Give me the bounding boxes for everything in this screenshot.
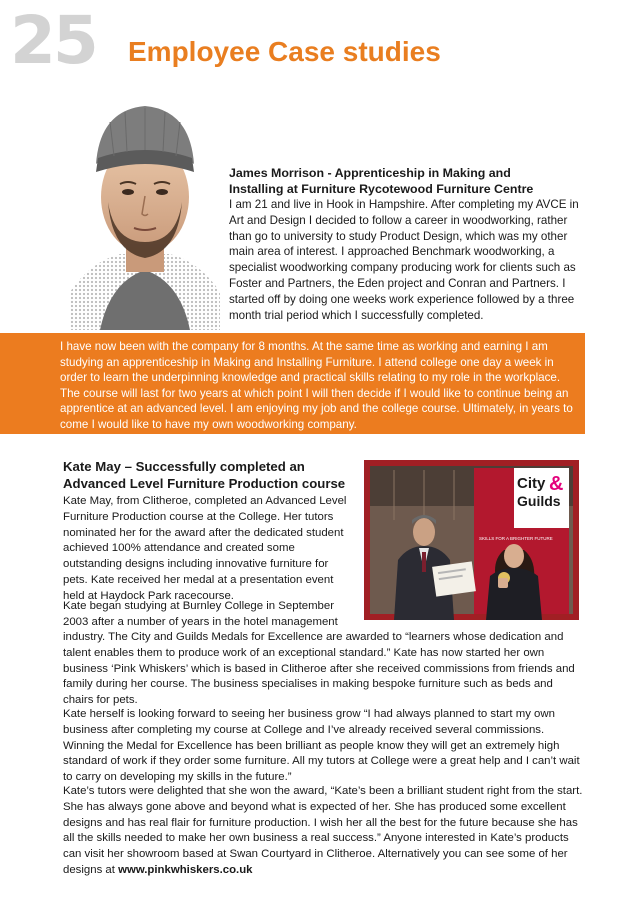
highlight-text: I have now been with the company for 8 months. At the same time as working and earning I am studying an apprenticeship in Making and Installing Furniture. I attend college one day a week in order to learn the underpinning knowledge and practical skills relating to my role in the workplace. The course will last for two years at which point I will then decide if I would like to continue being an apprentice at an advanced level. I am enjoying my job and the college course. Ultimately, in years to come I would like to have my own woodworking company. <box>60 340 573 431</box>
banner-text: SKILLS FOR A BRIGHTER FUTURE <box>479 536 553 541</box>
kate-heading <box>63 458 353 492</box>
kate-paragraph-1: Kate May, from Clitheroe, completed an Advanced Level Furniture Production course at the College. Her tutors nominated her for the award after the dedicated student achieved 100% attendance and created some outstanding designs including innovative furniture for pets. Kate received her medal at a presentation event held at Haydock Park racecourse. <box>63 495 347 602</box>
james-portrait-image <box>70 92 220 330</box>
kate-paragraph-3: Kate herself is looking forward to seeing her business grow “I had always planned to start my own business after completing my course at College and I’ve already received several commissions. Winning the Medal for Excellence has been brilliant as people know they will get an extremely high standard of work if they order some furniture. All my tutors at College were a great help and I can’t wait to carry on developing my skills in the future.” <box>63 708 580 784</box>
kate-heading-line1: Kate May – Successfully completed an <box>63 459 305 474</box>
james-heading-line1: James Morrison - Apprenticeship in Making and <box>229 166 511 180</box>
kate-paragraph-4-text: Kate’s tutors were delighted that she won the award, “Kate’s been a brilliant student right from the start. She has always gone above and beyond what is expected of her. She has produced some excellent designs and has real flair for furniture production. I wish her all the best for the future because she has all the skills needed to make her own business a real success.” Anyone interested in Kate’s products can visit her showroom based at Swan Courtyard in Clitheroe. Alternatively you can see some of her designs at <box>63 785 583 876</box>
kate-heading-line2: Advanced Level Furniture Production course <box>63 476 346 491</box>
page-title: Employee Case studies <box>128 36 441 67</box>
james-body-text: I am 21 and live in Hook in Hampshire. After completing my AVCE in Art and Design I decided to follow a career in woodworking, rather than go to university to study Product Design, which was my other main area of interest. I approached Benchmark woodworking, a specialist woodworking company producing work for clients such as Foster and Partners, the Eden project and Conran and Partners. I started off by doing one weeks work experience followed by a three month trial period which I successfully completed. <box>229 198 579 322</box>
kate-paragraph-2-end: industry. The City and Guilds Medals for Excellence are awarded to “learners whose dedication and talent enables them to produce work of an exceptional standard.” Kate has now started her own business ‘Pink Whiskers’ which is based in Clitheroe after she received commissions from friends and family during her course. The business specialises in making bespoke furniture such as beds and chairs for pets. <box>63 631 575 707</box>
highlight-panel <box>0 333 585 434</box>
kate-award-photo <box>364 460 579 620</box>
logo-guilds-text: Guilds <box>517 493 561 509</box>
kate-paragraph-4 <box>63 784 583 879</box>
james-heading-line2: Installing at Furniture Rycotewood Furniture Centre <box>229 182 534 196</box>
james-heading <box>229 165 589 197</box>
kate-paragraph-2-start: Kate began studying at Burnley College in September 2003 after a number of years in the hotel management <box>63 600 338 628</box>
website-link[interactable]: www.pinkwhiskers.co.uk <box>118 863 253 876</box>
logo-city-text: City <box>517 475 546 492</box>
logo-ampersand: & <box>549 473 564 495</box>
page-number: 25 <box>10 2 96 79</box>
